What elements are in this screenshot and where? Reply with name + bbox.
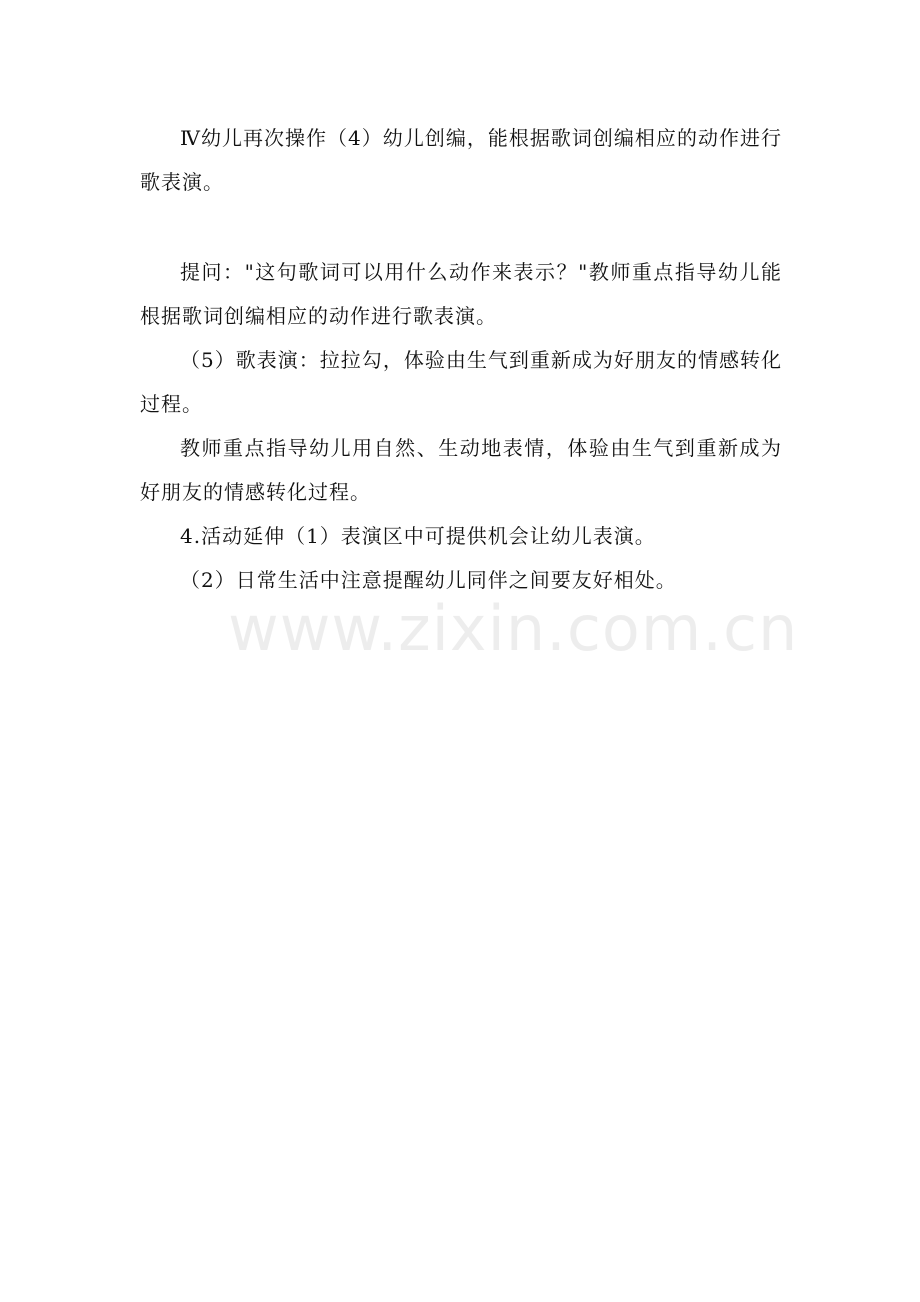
paragraph-activity-extension: 4.活动延伸（1）表演区中可提供机会让幼儿表演。 bbox=[180, 524, 656, 548]
paragraph-question: 提问："这句歌词可以用什么动作来表示？"教师重点指导幼儿能根据歌词创编相应的动作进行歌表演。 bbox=[140, 260, 782, 328]
document-body bbox=[140, 116, 782, 602]
site-watermark: www.zixin.com.cn bbox=[228, 592, 799, 665]
paragraph-teacher-guidance: 教师重点指导幼儿用自然、生动地表情，体验由生气到重新成为好朋友的情感转化过程。 bbox=[140, 436, 782, 504]
paragraph-operation-step: Ⅳ幼儿再次操作（4）幼儿创编，能根据歌词创编相应的动作进行歌表演。 bbox=[140, 126, 782, 194]
paragraph-song-performance: （5）歌表演：拉拉勾，体验由生气到重新成为好朋友的情感转化过程。 bbox=[140, 348, 782, 416]
paragraph-daily-life: （2）日常生活中注意提醒幼儿同伴之间要友好相处。 bbox=[180, 568, 677, 592]
